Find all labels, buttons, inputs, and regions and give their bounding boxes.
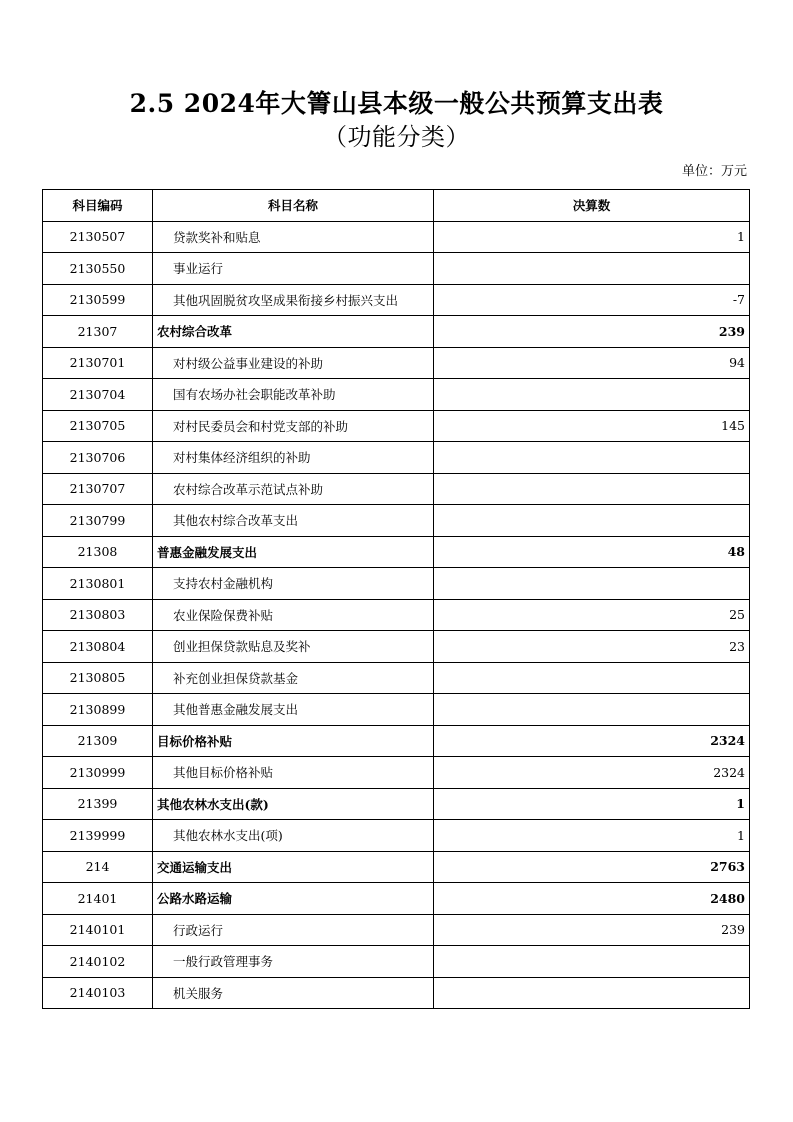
row-amount: 239 bbox=[434, 316, 750, 348]
table-row bbox=[43, 410, 750, 442]
table-row bbox=[43, 505, 750, 537]
header-name: 科目名称 bbox=[153, 190, 434, 222]
table-row bbox=[43, 536, 750, 568]
page-title: 2.5 2024年大箐山县本级一般公共预算支出表 bbox=[129, 89, 664, 118]
table-row bbox=[43, 442, 750, 474]
row-amount bbox=[434, 946, 750, 978]
table-row bbox=[43, 851, 750, 883]
row-code: 21309 bbox=[43, 725, 153, 757]
unit-label: 单位：万元 bbox=[681, 164, 747, 179]
row-amount: 25 bbox=[434, 599, 750, 631]
row-code: 2130899 bbox=[43, 694, 153, 726]
table-row bbox=[43, 631, 750, 663]
row-name: 对村级公益事业建设的补助 bbox=[153, 347, 434, 379]
row-code: 2140102 bbox=[43, 946, 153, 978]
row-amount: 1 bbox=[434, 820, 750, 852]
row-code: 21401 bbox=[43, 883, 153, 915]
row-amount bbox=[434, 379, 750, 411]
row-name: 机关服务 bbox=[153, 977, 434, 1009]
row-name: 其他目标价格补贴 bbox=[153, 757, 434, 789]
table-row bbox=[43, 788, 750, 820]
row-name: 对村民委员会和村党支部的补助 bbox=[153, 410, 434, 442]
row-name: 普惠金融发展支出 bbox=[153, 536, 434, 568]
row-name: 其他农村综合改革支出 bbox=[153, 505, 434, 537]
row-code: 2130804 bbox=[43, 631, 153, 663]
row-code: 2130706 bbox=[43, 442, 153, 474]
row-code: 21399 bbox=[43, 788, 153, 820]
table-row bbox=[43, 883, 750, 915]
row-name: 补充创业担保贷款基金 bbox=[153, 662, 434, 694]
row-code: 2130599 bbox=[43, 284, 153, 316]
row-name: 创业担保贷款贴息及奖补 bbox=[153, 631, 434, 663]
page-subtitle: （功能分类） bbox=[323, 123, 470, 151]
row-amount: 94 bbox=[434, 347, 750, 379]
table-row bbox=[43, 347, 750, 379]
row-name: 其他普惠金融发展支出 bbox=[153, 694, 434, 726]
row-amount: 2324 bbox=[434, 757, 750, 789]
row-name: 一般行政管理事务 bbox=[153, 946, 434, 978]
row-amount: 23 bbox=[434, 631, 750, 663]
table-row bbox=[43, 946, 750, 978]
row-name: 其他农林水支出(项) bbox=[153, 820, 434, 852]
row-code: 2139999 bbox=[43, 820, 153, 852]
row-code: 2130704 bbox=[43, 379, 153, 411]
row-code: 2130801 bbox=[43, 568, 153, 600]
row-code: 2130705 bbox=[43, 410, 153, 442]
row-name: 行政运行 bbox=[153, 914, 434, 946]
row-amount: 145 bbox=[434, 410, 750, 442]
row-name: 其他农林水支出(款) bbox=[153, 788, 434, 820]
row-code: 2140103 bbox=[43, 977, 153, 1009]
row-name: 农村综合改革示范试点补助 bbox=[153, 473, 434, 505]
table-row bbox=[43, 568, 750, 600]
row-name: 公路水路运输 bbox=[153, 883, 434, 915]
table-row bbox=[43, 221, 750, 253]
row-name: 贷款奖补和贴息 bbox=[153, 221, 434, 253]
row-amount: 239 bbox=[434, 914, 750, 946]
row-code: 2140101 bbox=[43, 914, 153, 946]
row-name: 对村集体经济组织的补助 bbox=[153, 442, 434, 474]
header-code: 科目编码 bbox=[43, 190, 153, 222]
table-row bbox=[43, 284, 750, 316]
row-amount bbox=[434, 977, 750, 1009]
row-amount bbox=[434, 442, 750, 474]
table-row bbox=[43, 725, 750, 757]
table-row bbox=[43, 694, 750, 726]
row-amount bbox=[434, 662, 750, 694]
table-row bbox=[43, 316, 750, 348]
table-body bbox=[43, 221, 750, 1009]
row-amount: 2480 bbox=[434, 883, 750, 915]
row-code: 21307 bbox=[43, 316, 153, 348]
row-amount: 48 bbox=[434, 536, 750, 568]
row-code: 2130707 bbox=[43, 473, 153, 505]
budget-table bbox=[42, 189, 750, 1009]
row-amount bbox=[434, 694, 750, 726]
row-code: 2130999 bbox=[43, 757, 153, 789]
row-name: 交通运输支出 bbox=[153, 851, 434, 883]
row-code: 2130803 bbox=[43, 599, 153, 631]
row-amount: 1 bbox=[434, 221, 750, 253]
row-code: 21308 bbox=[43, 536, 153, 568]
table-row bbox=[43, 599, 750, 631]
table-row bbox=[43, 253, 750, 285]
row-name: 国有农场办社会职能改革补助 bbox=[153, 379, 434, 411]
table-row bbox=[43, 820, 750, 852]
table-header-row bbox=[43, 190, 750, 222]
row-amount bbox=[434, 473, 750, 505]
row-code: 2130805 bbox=[43, 662, 153, 694]
row-amount bbox=[434, 505, 750, 537]
row-name: 其他巩固脱贫攻坚成果衔接乡村振兴支出 bbox=[153, 284, 434, 316]
table-row bbox=[43, 977, 750, 1009]
row-name: 目标价格补贴 bbox=[153, 725, 434, 757]
table-row bbox=[43, 473, 750, 505]
row-name: 事业运行 bbox=[153, 253, 434, 285]
row-code: 2130550 bbox=[43, 253, 153, 285]
table-row bbox=[43, 662, 750, 694]
row-amount bbox=[434, 568, 750, 600]
row-name: 农村综合改革 bbox=[153, 316, 434, 348]
row-code: 2130701 bbox=[43, 347, 153, 379]
row-name: 农业保险保费补贴 bbox=[153, 599, 434, 631]
row-code: 2130507 bbox=[43, 221, 153, 253]
table-row bbox=[43, 379, 750, 411]
row-code: 2130799 bbox=[43, 505, 153, 537]
row-amount: 1 bbox=[434, 788, 750, 820]
table-row bbox=[43, 757, 750, 789]
header-amount: 决算数 bbox=[434, 190, 750, 222]
table-row bbox=[43, 914, 750, 946]
row-name: 支持农村金融机构 bbox=[153, 568, 434, 600]
row-code: 214 bbox=[43, 851, 153, 883]
row-amount bbox=[434, 253, 750, 285]
row-amount: 2763 bbox=[434, 851, 750, 883]
row-amount: 2324 bbox=[434, 725, 750, 757]
row-amount: -7 bbox=[434, 284, 750, 316]
